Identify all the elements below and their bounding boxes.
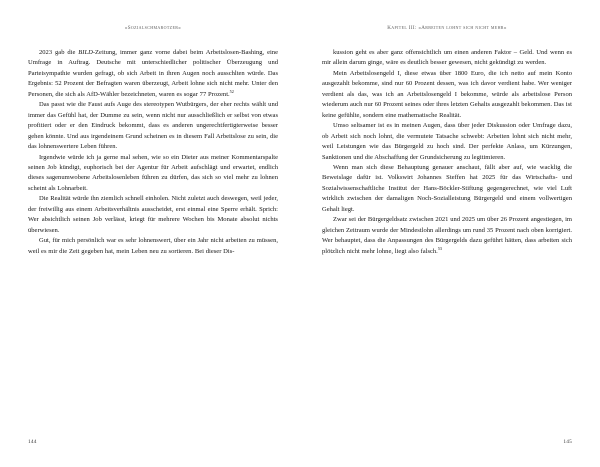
- paragraph: Das passt wie die Faust aufs Auge des stereotypen Wutbürgers, der eher rechts wählt und immer das Gefühl hat, der Dumme zu sein, wenn nicht nur ausschließlich er selbst von etwas profitiert oder er den Eindruck bekommt, dass es anderen ungerechtfertigterweise besser gehen könnte. Und aus irgendeinem Grund scheinen es in diesem Fall Arbeitslose zu sein, die das lohnenswertere Leben führen.: [28, 101, 278, 151]
- emphasis-term: BILD: [78, 49, 93, 56]
- paragraph: kussion geht es aber ganz offensichtlich um einen anderen Faktor – Geld. Und wenn es mir allein darum ginge, wäre es deutlich besser gewesen, nicht gekündigt zu werden.: [322, 49, 572, 67]
- left-page-number: 144: [28, 439, 37, 445]
- paragraph: Gut, für mich persönlich war es sehr lohnenswert, über ein Jahr nicht arbeiten zu müssen, weil es mir die Zeit gegeben hat, mein Leben neu zu sortieren. Bei dieser Dis-: [28, 237, 278, 255]
- right-page-number: 145: [563, 439, 572, 445]
- paragraph-text: Zwar sei der Bürgergeldsatz zwischen 2021 und 2025 um über 26 Prozent angestiegen, im gleichen Zeitraum wurde der Mindestlohn allerdings um rund 35 Prozent nach oben korrigiert. Wer behauptet, dass die Anpassungen des Bürgergelds dazu geführt hätten, dass arbeiten sich plötzlich nicht mehr lohne, liegt also falsch.: [322, 216, 572, 255]
- right-page-body: [322, 48, 572, 257]
- left-running-head: «Sozialschmarotzer»: [124, 25, 182, 31]
- paragraph: [28, 48, 278, 100]
- footnote-marker: 53: [437, 245, 442, 251]
- right-running-head: Kapitel III: «Arbeiten lohnt sich nicht mehr»: [387, 25, 507, 31]
- paragraph-text: 2023 gab die BILD-Zeitung, immer ganz vorne dabei beim Arbeitslosen-Bashing, eine Umfrage in Auftrag. Deutsche mit unterschiedlicher politischer Überzeugung und Parteisympathie wurden gefragt, ob sich Arbeit in ihren Augen noch ausschlten würde. Das Ergebnis: 52 Prozent der Befragten waren überzeugt, Arbeit lohne sich nicht mehr. Unter den Personen, die sich als AfD-Wähler bezeichneten, waren es sogar 77 Prozent.: [28, 49, 278, 98]
- paragraph: Umso seltsamer ist es in meinen Augen, dass über jeder Diskussion oder Umfrage dazu, ob Arbeit sich noch lohnt, die vermutete Tatsache schwebt: Arbeiten lohnt sich nicht mehr, weil Leistungen wie das Bürgergeld zu hoch sind. Der perfekte Anlass, um Kürzungen, Sanktionen und die Abschaffung der Grundsicherung zu legitimieren.: [322, 122, 572, 161]
- left-page-body: [28, 48, 278, 257]
- paragraph: Mein Arbeitslosengeld I, diese etwas über 1800 Euro, die ich netto auf mein Konto ausgezahlt bekomme, sind nur 60 Prozent dessen, was ich davor verdient habe. Wer weniger verdient als das, was ich an Arbeitslosengeld I bekomme, würde als arbeitslose Person wiederum auch nur 60 Prozent seines oder ihres letzten Gehalts ausgezahlt bekommen. Das ist keine gefühlte, sondern eine mathematische Realität.: [322, 69, 572, 119]
- paragraph: Wenn man sich diese Behauptung genauer anschaut, fällt aber auf, wie wacklig die Beweislage dafür ist. Volkswirt Johannes Steffen hat 2025 für das Wirtschafts- und Sozialwissenschaftliche Institut der Hans-Böckler-Stiftung gegengerechnet, wie viel Luft wirklich zwischen der damaligen Noch-Sozialleistung Bürgergeld und einem vollwertigen Gehalt liegt.: [322, 163, 572, 213]
- right-page: [300, 0, 600, 467]
- footnote-marker: 52: [229, 88, 234, 94]
- paragraph: [322, 215, 572, 257]
- paragraph: Irgendwie würde ich ja gerne mal sehen, wie so ein Dieter aus meiner Kommentarspalte seinen Job kündigt, euphorisch bei der Agentur für Arbeit aufschlägt und erwartet, endlich dieses sagenumwobene Arbeitslosenleben führen zu dürfen, das sich so viel mehr zu lohnen scheint als Lohnarbeit.: [28, 153, 278, 192]
- paragraph: Die Realität würde ihn ziemlich schnell einholen. Nicht zuletzt auch deswegen, weil jeder, der freiwillig aus einem Arbeitsverhältnis ausscheidet, erst einmal eine Sperre erhält. Sprich: Wer absichtlich seinen Job verlässt, kriegt für mehrere Wochen bis Monate absolut nichts überwiesen.: [28, 195, 278, 234]
